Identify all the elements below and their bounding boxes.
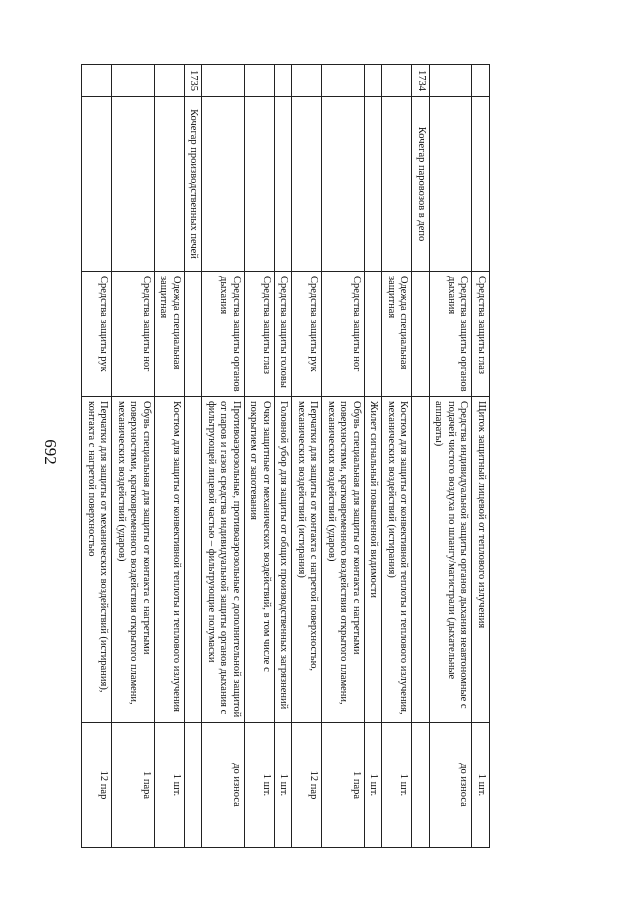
table-row [82,65,112,848]
item-description-cell: Жилет сигнальный повышенной видимости [365,397,383,723]
row-number-cell [382,65,412,97]
profession-cell [382,97,412,272]
item-description-cell: Обувь специальная для защиты от контакта с нагретыми поверхностями, кратковременного воздействия открытого пламени, механических воздействий (ударов) [112,397,155,723]
protection-type-cell: Средства защиты рук [82,272,112,397]
protection-type-cell: Средства защиты глаз [245,272,275,397]
issue-norm-cell: 1 пара [322,723,365,848]
protection-type-cell [412,272,430,397]
item-description-cell: Перчатки для защиты от механических воздействий (истирания), контакта с нагретой поверхностью [82,397,112,723]
row-number-cell [275,65,293,97]
table-row [202,65,245,848]
profession-cell [472,97,490,272]
table-row [112,65,155,848]
table-row [382,65,412,848]
item-description-cell: Перчатки для защиты от контакта с нагретой поверхностью, механических воздействий (истирания) [292,397,322,723]
profession-cell [322,97,365,272]
issue-norm-cell: 1 шт. [382,723,412,848]
issue-norm-cell: 12 пар [292,723,322,848]
item-description-cell: Головной убор для защиты от общих производственных загрязнений [275,397,293,723]
row-number-cell [365,65,383,97]
table-row [275,65,293,848]
row-number-cell [245,65,275,97]
protection-type-cell: Средства защиты ног [112,272,155,397]
item-description-cell: Щиток защитный лицевой от теплового излучения [472,397,490,723]
protection-type-cell: Средства защиты глаз [472,272,490,397]
protection-type-cell: Средства защиты ног [322,272,365,397]
issue-norm-cell: до износа [202,723,245,848]
profession-cell [82,97,112,272]
profession-cell [202,97,245,272]
table-row [472,65,490,848]
profession-cell [245,97,275,272]
protection-type-cell: Средства защиты головы [275,272,293,397]
table-row [412,65,430,848]
rotated-table-wrapper [82,64,491,848]
issue-norm-cell: 1 пара [112,723,155,848]
issue-norm-cell: 1 шт. [245,723,275,848]
page-number: 692 [41,439,60,465]
protection-type-cell: Одежда специальная защитная [382,272,412,397]
row-number-cell [292,65,322,97]
table-row [430,65,473,848]
protection-type-cell: Средства защиты органов дыхания [430,272,473,397]
protection-type-cell [365,272,383,397]
issue-norm-cell: 1 шт. [275,723,293,848]
profession-cell [112,97,155,272]
item-description-cell: Костюм для защиты от конвективной теплоты и теплового излучения [155,397,185,723]
item-description-cell: Средства индивидуальной защиты органов дыхания неавтономные с подачей чистого воздуха по шлангу/магистрали (дыхательные аппараты) [430,397,473,723]
profession-cell [275,97,293,272]
issue-norm-cell [412,723,430,848]
profession-cell: Кочегар производственных печей [185,97,203,272]
item-description-cell [185,397,203,723]
ppe-norms-table [82,64,491,848]
protection-type-cell: Средства защиты рук [292,272,322,397]
item-description-cell [412,397,430,723]
profession-cell [365,97,383,272]
protection-type-cell: Средства защиты органов дыхания [202,272,245,397]
row-number-cell [82,65,112,97]
row-number-cell [322,65,365,97]
protection-type-cell: Одежда специальная защитная [155,272,185,397]
issue-norm-cell [185,723,203,848]
item-description-cell: Обувь специальная для защиты от контакта с нагретыми поверхностями, кратковременного воздействия открытого пламени, механических воздействий (ударов) [322,397,365,723]
profession-cell [430,97,473,272]
issue-norm-cell: до износа [430,723,473,848]
row-number-cell [472,65,490,97]
table-row [245,65,275,848]
item-description-cell: Очки защитные от механических воздействий, в том числе с покрытием от запотевания [245,397,275,723]
table-row [322,65,365,848]
table-row [365,65,383,848]
issue-norm-cell: 12 пар [82,723,112,848]
table-row [292,65,322,848]
item-description-cell: Противоаэрозольные, противоаэрозольные с дополнительной защитой от паров и газов средства индивидуальной защиты органов дыхания с фильтрующей лицевой частью – фильтрующие полумаски [202,397,245,723]
table-row [155,65,185,848]
profession-cell: Кочегар паровозов в депо [412,97,430,272]
row-number-cell [112,65,155,97]
protection-type-cell [185,272,203,397]
row-number-cell [202,65,245,97]
issue-norm-cell: 1 шт. [472,723,490,848]
issue-norm-cell: 1 шт. [365,723,383,848]
row-number-cell [155,65,185,97]
profession-cell [292,97,322,272]
row-number-cell: 1734 [412,65,430,97]
profession-cell [155,97,185,272]
table-row [185,65,203,848]
issue-norm-cell: 1 шт. [155,723,185,848]
row-number-cell [430,65,473,97]
row-number-cell: 1735 [185,65,203,97]
item-description-cell: Костюм для защиты от конвективной теплоты и теплового излучения, механических воздействий (истирания) [382,397,412,723]
